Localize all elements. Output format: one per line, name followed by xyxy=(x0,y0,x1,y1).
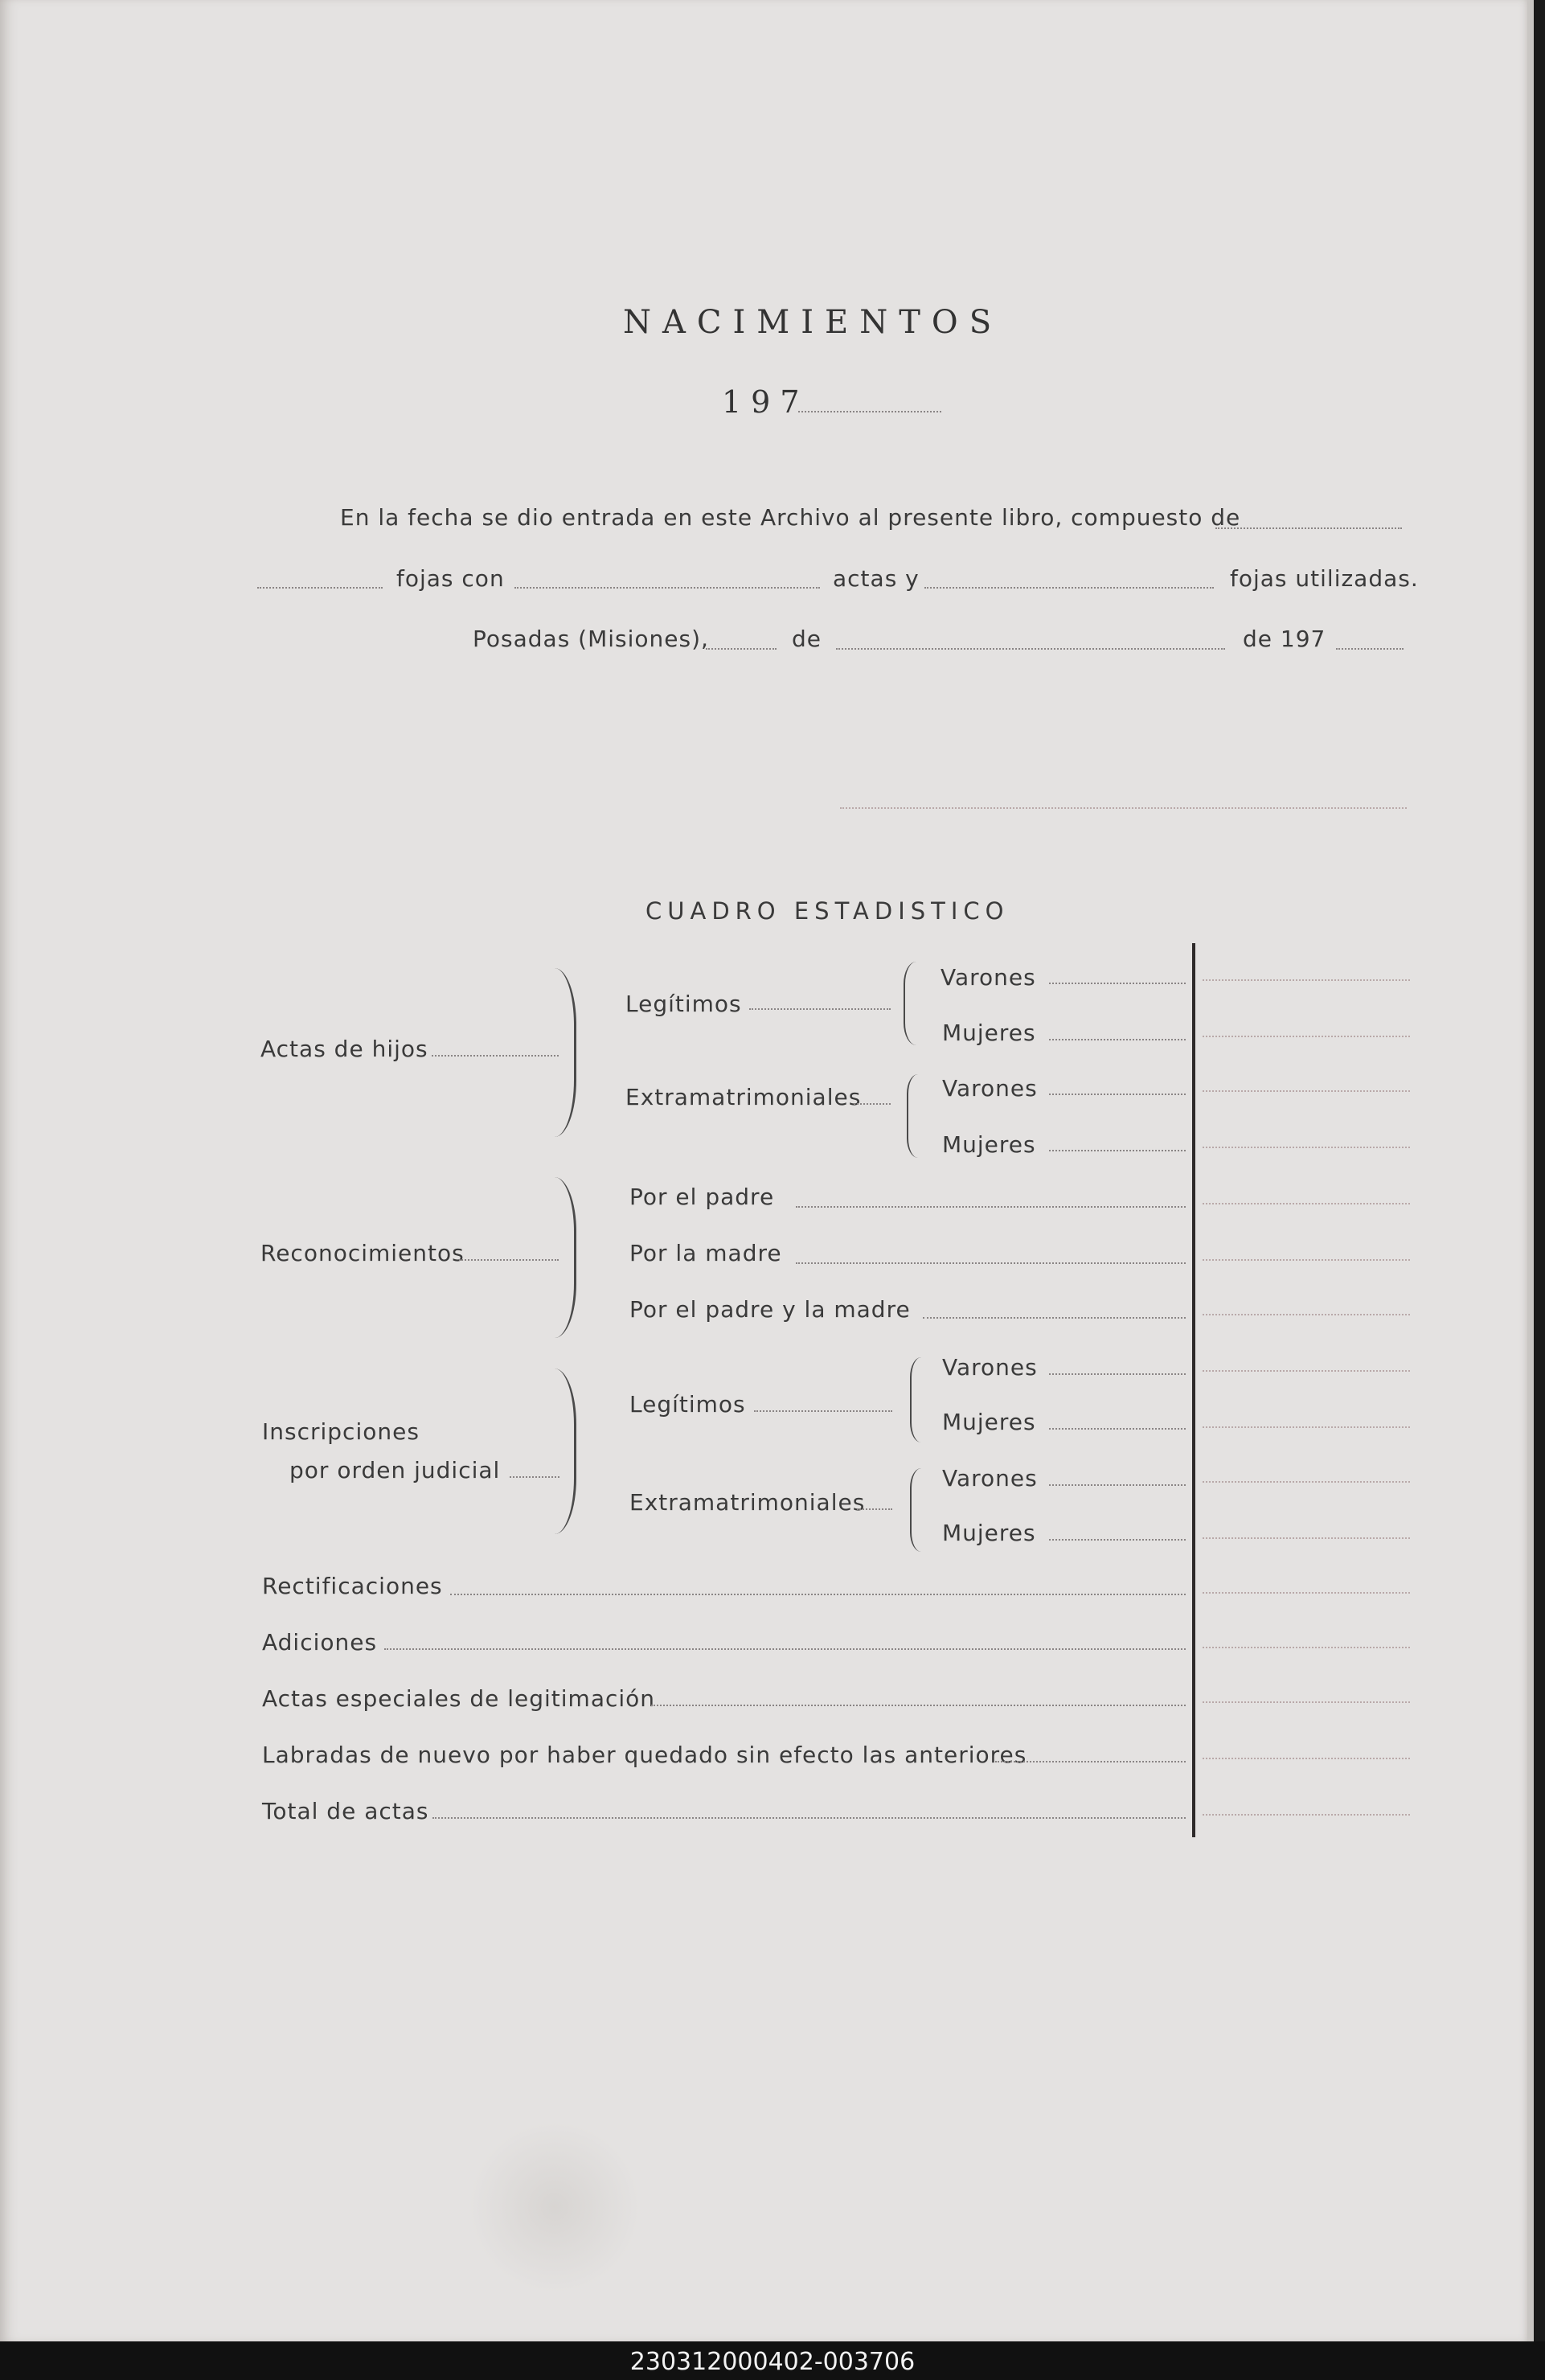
day-blank xyxy=(706,648,777,650)
value-blank-mujeres-4 xyxy=(1203,1537,1410,1539)
actas-count-blank xyxy=(514,587,820,589)
rectificaciones-label: Rectificaciones xyxy=(262,1573,443,1599)
varones-label-1: Varones xyxy=(941,964,1036,991)
extramatrimoniales-label-1: Extramatrimoniales xyxy=(625,1084,862,1110)
value-blank-varones-2 xyxy=(1203,1090,1410,1092)
value-blank-mujeres-3 xyxy=(1203,1426,1410,1428)
por-el-padre-label: Por el padre xyxy=(629,1184,775,1210)
legitimos-leader-1 xyxy=(749,1008,891,1010)
value-blank-adiciones xyxy=(1203,1647,1410,1648)
place-label: Posadas (Misiones), xyxy=(473,626,709,652)
stats-column-divider xyxy=(1192,943,1195,1837)
labradas-label: Labradas de nuevo por haber quedado sin efecto las anteriores xyxy=(262,1742,1027,1768)
varones-label-2: Varones xyxy=(942,1075,1038,1102)
signature-line xyxy=(840,807,1407,809)
varones-label-3: Varones xyxy=(942,1354,1038,1381)
labradas-leader xyxy=(995,1761,1186,1762)
value-blank-por-ambos xyxy=(1203,1314,1410,1315)
extramatrimoniales-brace-2 xyxy=(910,1468,921,1552)
value-blank-por-la-madre xyxy=(1203,1259,1410,1261)
actas-y-label: actas y xyxy=(833,565,920,592)
mujeres-leader-4 xyxy=(1049,1539,1186,1541)
varones-label-4: Varones xyxy=(942,1465,1038,1492)
mujeres-leader-3 xyxy=(1049,1428,1186,1430)
fojas-count-blank-b xyxy=(257,587,383,589)
mujeres-leader-1 xyxy=(1049,1039,1186,1040)
de-label: de xyxy=(792,626,822,652)
mujeres-label-1: Mujeres xyxy=(942,1020,1036,1046)
document-title: NACIMIENTOS xyxy=(623,304,1003,341)
varones-leader-1 xyxy=(1049,983,1186,984)
entry-line-1: En la fecha se dio entrada en este Archivo al presente libro, compuesto de xyxy=(340,504,1241,531)
extramatrimoniales-leader-1 xyxy=(854,1103,891,1105)
inscripciones-leader xyxy=(510,1476,559,1478)
mujeres-label-4: Mujeres xyxy=(942,1520,1036,1546)
value-blank-varones-4 xyxy=(1203,1481,1410,1483)
legitimos-label-2: Legítimos xyxy=(629,1391,746,1418)
reconocimientos-label: Reconocimientos xyxy=(260,1240,465,1266)
stats-title: CUADRO ESTADISTICO xyxy=(645,897,1010,925)
reconocimientos-leader xyxy=(459,1259,559,1261)
legitimos-leader-2 xyxy=(754,1410,892,1412)
archive-footer xyxy=(0,2341,1545,2380)
total-label: Total de actas xyxy=(262,1798,429,1824)
extramatrimoniales-brace-1 xyxy=(907,1074,918,1158)
por-ambos-leader xyxy=(923,1317,1186,1319)
fojas-con-label: fojas con xyxy=(396,565,505,592)
rectificaciones-leader xyxy=(450,1594,1186,1595)
year-blank-2 xyxy=(1336,648,1404,650)
por-ambos-label: Por el padre y la madre xyxy=(629,1296,911,1323)
legitimacion-leader xyxy=(651,1705,1186,1706)
varones-leader-2 xyxy=(1049,1094,1186,1095)
value-blank-total xyxy=(1203,1814,1410,1816)
archive-id: 230312000402-003706 xyxy=(629,2348,916,2376)
value-blank-mujeres-2 xyxy=(1203,1147,1410,1148)
varones-leader-4 xyxy=(1049,1484,1186,1486)
reconocimientos-brace xyxy=(555,1177,576,1338)
total-leader xyxy=(432,1817,1186,1819)
actas-de-hijos-label: Actas de hijos xyxy=(260,1036,428,1062)
mujeres-leader-2 xyxy=(1049,1150,1186,1151)
por-la-madre-leader xyxy=(796,1262,1186,1264)
legitimos-label-1: Legítimos xyxy=(625,991,742,1017)
inscripciones-label: Inscripciones xyxy=(262,1418,420,1445)
mujeres-label-2: Mujeres xyxy=(942,1131,1036,1158)
fojas-utilizadas-label: fojas utilizadas. xyxy=(1230,565,1419,592)
adiciones-leader xyxy=(384,1648,1186,1650)
legitimos-brace-1 xyxy=(904,962,916,1045)
fojas-used-blank xyxy=(924,587,1214,589)
faded-stamp xyxy=(466,2123,643,2292)
value-blank-mujeres-1 xyxy=(1203,1036,1410,1037)
value-blank-rectificaciones xyxy=(1203,1592,1410,1594)
adiciones-label: Adiciones xyxy=(262,1629,378,1656)
inscripciones-brace xyxy=(555,1368,576,1534)
fojas-count-blank-a xyxy=(1215,527,1402,529)
value-blank-labradas xyxy=(1203,1758,1410,1759)
actas-de-hijos-brace xyxy=(555,968,576,1137)
mujeres-label-3: Mujeres xyxy=(942,1409,1036,1435)
extramatrimoniales-leader-2 xyxy=(857,1508,892,1510)
year-blank xyxy=(798,411,941,412)
value-blank-legitimacion xyxy=(1203,1701,1410,1703)
por-el-padre-leader xyxy=(796,1206,1186,1208)
extramatrimoniales-label-2: Extramatrimoniales xyxy=(629,1489,866,1516)
value-blank-varones-1 xyxy=(1203,979,1410,981)
year-prefix: 197 xyxy=(722,384,809,420)
legitimos-brace-2 xyxy=(910,1357,921,1442)
por-la-madre-label: Por la madre xyxy=(629,1240,782,1266)
por-orden-judicial-label: por orden judicial xyxy=(289,1457,501,1483)
value-blank-varones-3 xyxy=(1203,1370,1410,1372)
varones-leader-3 xyxy=(1049,1373,1186,1375)
value-blank-por-el-padre xyxy=(1203,1203,1410,1204)
actas-de-hijos-leader xyxy=(432,1055,559,1057)
month-blank xyxy=(836,648,1225,650)
legitimacion-label: Actas especiales de legitimación xyxy=(262,1685,656,1712)
de-year-label: de 197 xyxy=(1243,626,1326,652)
